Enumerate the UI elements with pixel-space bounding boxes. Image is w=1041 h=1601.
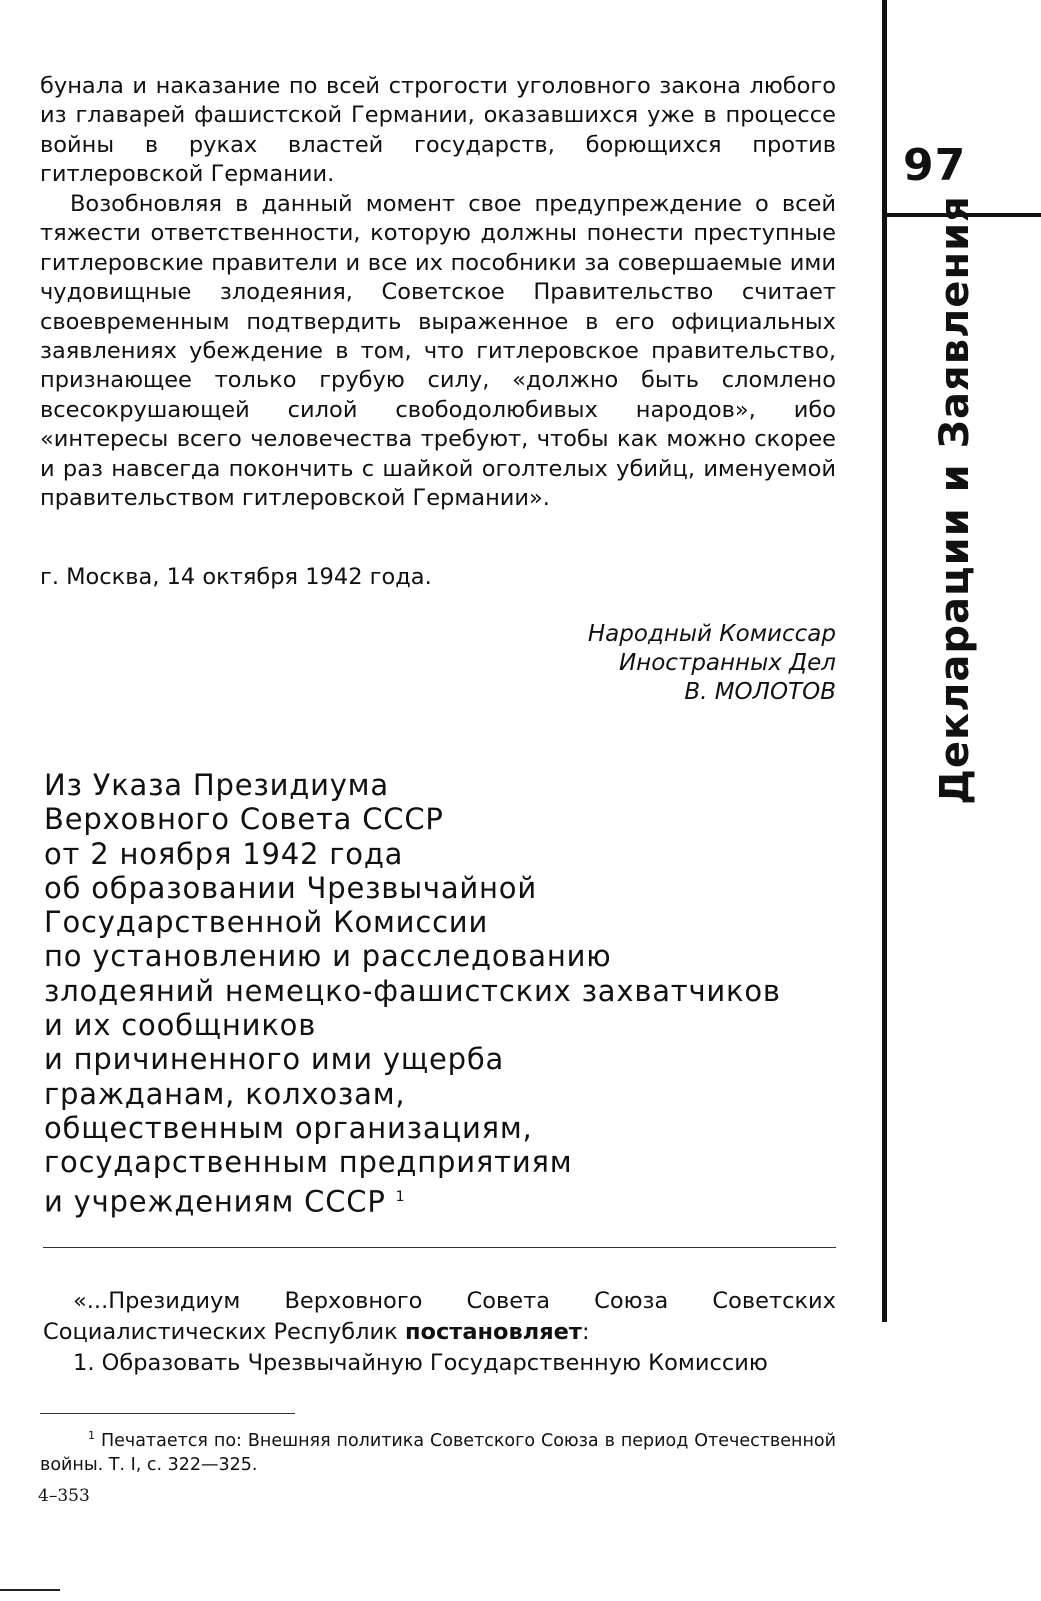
heading-line: государственным предприятиям xyxy=(44,1145,573,1180)
place-and-date: г. Москва, 14 октября 1942 года. xyxy=(40,564,432,590)
signature-block xyxy=(440,620,836,707)
printer-sheet-mark: 4–353 xyxy=(38,1486,90,1506)
decree-emphasis: постановляет xyxy=(404,1319,582,1345)
heading-line: и их сообщников xyxy=(44,1008,317,1043)
heading-line: гражданам, колхозам, xyxy=(44,1076,406,1111)
decree-text xyxy=(43,1286,836,1379)
signature-title-line1: Народный Комиссар xyxy=(587,621,836,647)
decree-line: 1. Образовать Чрезвычайную Государственную Комиссию xyxy=(73,1350,768,1376)
footnote-separator xyxy=(40,1413,295,1414)
signature-name: В. МОЛОТОВ xyxy=(684,679,836,705)
heading-line: и причиненного ими ущерба xyxy=(44,1042,505,1077)
page-edge-mark xyxy=(0,1589,60,1591)
paragraph-continuation: бунала и наказание по всей строгости уголовного закона любого из главарей фашистской Германии, оказавшихся уже в процессе войны в руках властей государств, борющихся против гитлеровской Германии. xyxy=(40,73,836,188)
heading-line: злодеяний немецко-фашистских захватчиков xyxy=(44,973,781,1008)
page-number: 97 xyxy=(903,140,967,191)
margin-vertical-rule xyxy=(882,0,887,1322)
heading-line-last xyxy=(44,1180,834,1219)
heading-line: Государственной Комиссии xyxy=(44,905,489,940)
heading-line: от 2 ноября 1942 года xyxy=(44,836,404,871)
heading-separator xyxy=(43,1247,836,1248)
heading-line: по установлению и расследованию xyxy=(44,939,612,974)
signature-title-line2: Иностранных Дел xyxy=(618,650,836,676)
footnote-text: Печатается по: Внешняя политика Советского Союза в период Отечественной войны. Т. I, с. 322—325. xyxy=(40,1430,836,1475)
heading-line: и учреждениям СССР xyxy=(44,1184,386,1219)
heading-line: Из Указа Президиума xyxy=(44,768,389,802)
heading-line: общественным организациям, xyxy=(44,1110,533,1145)
decree-text-span: Социалистических Республик xyxy=(43,1319,405,1345)
section-title-vertical: Декларации и Заявления xyxy=(932,195,978,805)
decree-line xyxy=(43,1317,836,1348)
decree-text-span: : xyxy=(581,1319,590,1345)
paragraph-warning: Возобновляя в данный момент свое предупреждение о всей тяжести ответственности, которую должны понести преступные гитлеровские правители и все их пособники за совершаемые ими чудовищные злодеяния, Советское Правительство считает своевременным подтвердить выраженное в его официальных заявлениях убеждение в том, что гитлеровское правительство, признающее только грубую силу, «должно быть сломлено всесокрушающей силой свободолюбивых народов», ибо «интересы всего человечества требуют, чтобы как можно скорее и раз навсегда покончить с шайкой оголтелых убийц, именуемой правительством гитлеровской Германии». xyxy=(40,191,836,512)
footnote-marker: 1 xyxy=(88,1429,95,1442)
decree-line: «...Президиум Верховного Совета Союза Советских xyxy=(73,1288,836,1314)
footnote-reference: 1 xyxy=(395,1188,406,1205)
heading-line: Верховного Совета СССР xyxy=(44,802,444,837)
document-heading xyxy=(44,768,834,1219)
footnote xyxy=(40,1424,836,1477)
heading-line: об образовании Чрезвычайной xyxy=(44,870,537,905)
